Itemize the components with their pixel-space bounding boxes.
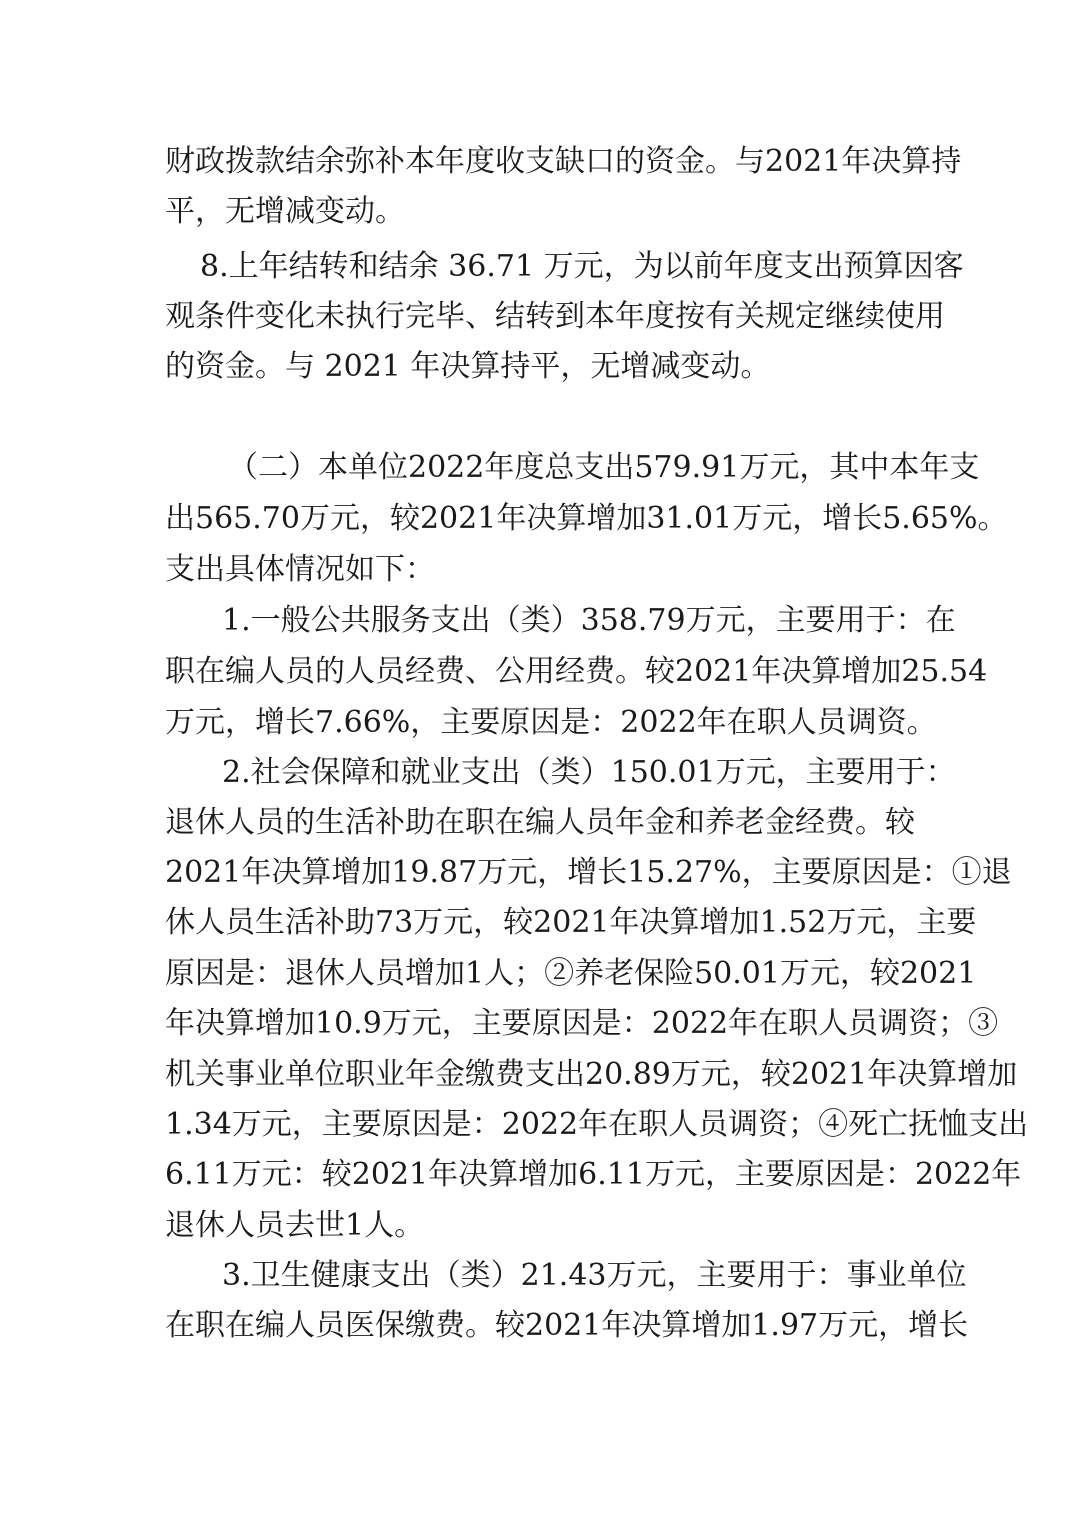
text-line: 在职在编人员医保缴费。较2021年决算增加1.97万元，增长 <box>165 1308 969 1343</box>
text-line: 1.34万元，主要原因是：2022年在职人员调资；④死亡抚恤支出 <box>165 1107 1029 1142</box>
text-line: 支出具体情况如下： <box>165 552 435 587</box>
text-line: 退休人员去世1人。 <box>165 1208 425 1243</box>
text-line: 退休人员的生活补助在职在编人员年金和养老金经费。较 <box>165 805 915 840</box>
text-line: 1.一般公共服务支出（类）358.79万元，主要用于：在 <box>222 603 956 638</box>
text-line: 6.11万元：较2021年决算增加6.11万元，主要原因是：2022年 <box>165 1157 1022 1192</box>
text-line: 财政拨款结余弥补本年度收支缺口的资金。与2021年决算持 <box>165 144 962 179</box>
text-line: 机关事业单位职业年金缴费支出20.89万元，较2021年决算增加 <box>165 1057 1018 1092</box>
text-line: 8.上年结转和结余 36.71 万元，为以前年度支出预算因客 <box>200 249 964 284</box>
text-line: 原因是：退休人员增加1人；②养老保险50.01万元，较2021 <box>165 956 977 991</box>
text-line: 观条件变化未执行完毕、结转到本年度按有关规定继续使用 <box>165 299 945 334</box>
text-line: 3.卫生健康支出（类）21.43万元，主要用于：事业单位 <box>222 1258 967 1293</box>
text-line: 2.社会保障和就业支出（类）150.01万元，主要用于： <box>222 755 956 790</box>
text-line: 职在编人员的人员经费、公用经费。较2021年决算增加25.54 <box>165 654 988 689</box>
text-line: 的资金。与 2021 年决算持平，无增减变动。 <box>165 349 771 384</box>
text-line: 出565.70万元，较2021年决算增加31.01万元，增长5.65%。 <box>165 501 1008 536</box>
text-line: 万元，增长7.66%，主要原因是：2022年在职人员调资。 <box>165 705 937 740</box>
text-line: 年决算增加10.9万元，主要原因是：2022年在职人员调资；③ <box>165 1006 999 1041</box>
text-line: 2021年决算增加19.87万元，增长15.27%，主要原因是：①退 <box>165 855 1012 890</box>
text-line: 平，无增减变动。 <box>165 194 405 229</box>
text-line: （二）本单位2022年度总支出579.91万元，其中本年支 <box>228 450 980 485</box>
text-line: 休人员生活补助73万元，较2021年决算增加1.52万元，主要 <box>165 905 977 940</box>
